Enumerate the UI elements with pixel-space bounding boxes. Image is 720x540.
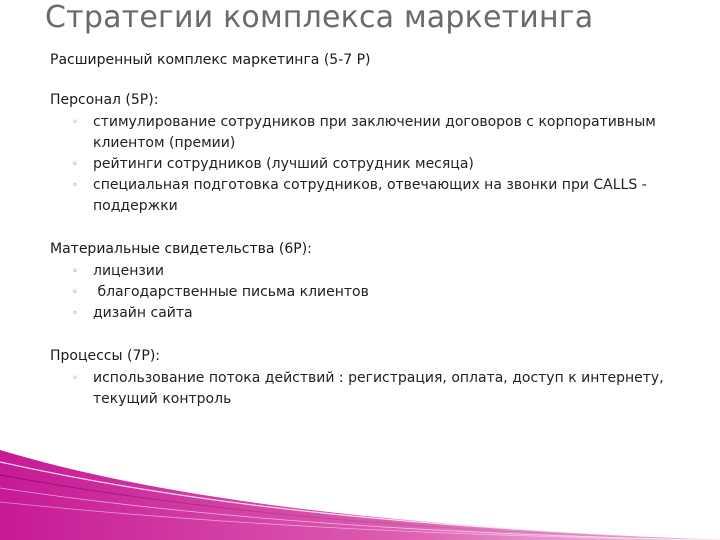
- list-item-text: рейтинги сотрудников (лучший сотрудник месяца): [93, 156, 474, 172]
- list-item-text: использование потока действий : регистрация, оплата, доступ к интернету, текущий контроль: [93, 370, 664, 407]
- section-heading: Процессы (7Р):: [50, 348, 161, 364]
- decorative-swoosh: [0, 440, 720, 540]
- bullet-icon: ◦: [72, 117, 78, 128]
- list-item: [50, 282, 700, 303]
- bullet-icon: ◦: [72, 266, 78, 277]
- list-item: [50, 112, 700, 154]
- list-item-text: лицензии: [93, 263, 164, 279]
- swoosh-band: [0, 450, 720, 540]
- slide-title: Стратегии комплекса маркетинга: [45, 0, 594, 35]
- bullet-icon: ◦: [72, 287, 78, 298]
- section-physical-evidence: [50, 239, 700, 324]
- bullet-list: [50, 261, 700, 324]
- list-item: [50, 154, 700, 175]
- bullet-list: [50, 112, 700, 217]
- bullet-icon: ◦: [72, 159, 78, 170]
- list-item-text: специальная подготовка сотрудников, отвечающих на звонки при CALLS - поддержки: [93, 177, 647, 214]
- slide-subtitle: Расширенный комплекс маркетинга (5-7 Р): [50, 52, 371, 68]
- list-item-text: благодарственные письма клиентов: [93, 284, 369, 300]
- list-item: [50, 368, 700, 410]
- bullet-icon: ◦: [72, 180, 78, 191]
- bullet-icon: ◦: [72, 373, 78, 384]
- slide-content: [50, 50, 700, 432]
- bullet-icon: ◦: [72, 308, 78, 319]
- section-heading: Персонал (5Р):: [50, 92, 159, 108]
- section-heading: Материальные свидетельства (6Р):: [50, 241, 312, 257]
- section-processes: [50, 346, 700, 410]
- list-item: [50, 261, 700, 282]
- section-personnel: [50, 90, 700, 217]
- bullet-list: [50, 368, 700, 410]
- list-item: [50, 175, 700, 217]
- list-item-text: дизайн сайта: [93, 305, 193, 321]
- list-item: [50, 303, 700, 324]
- list-item-text: стимулирование сотрудников при заключении договоров с корпоративным клиентом (премии): [93, 114, 656, 151]
